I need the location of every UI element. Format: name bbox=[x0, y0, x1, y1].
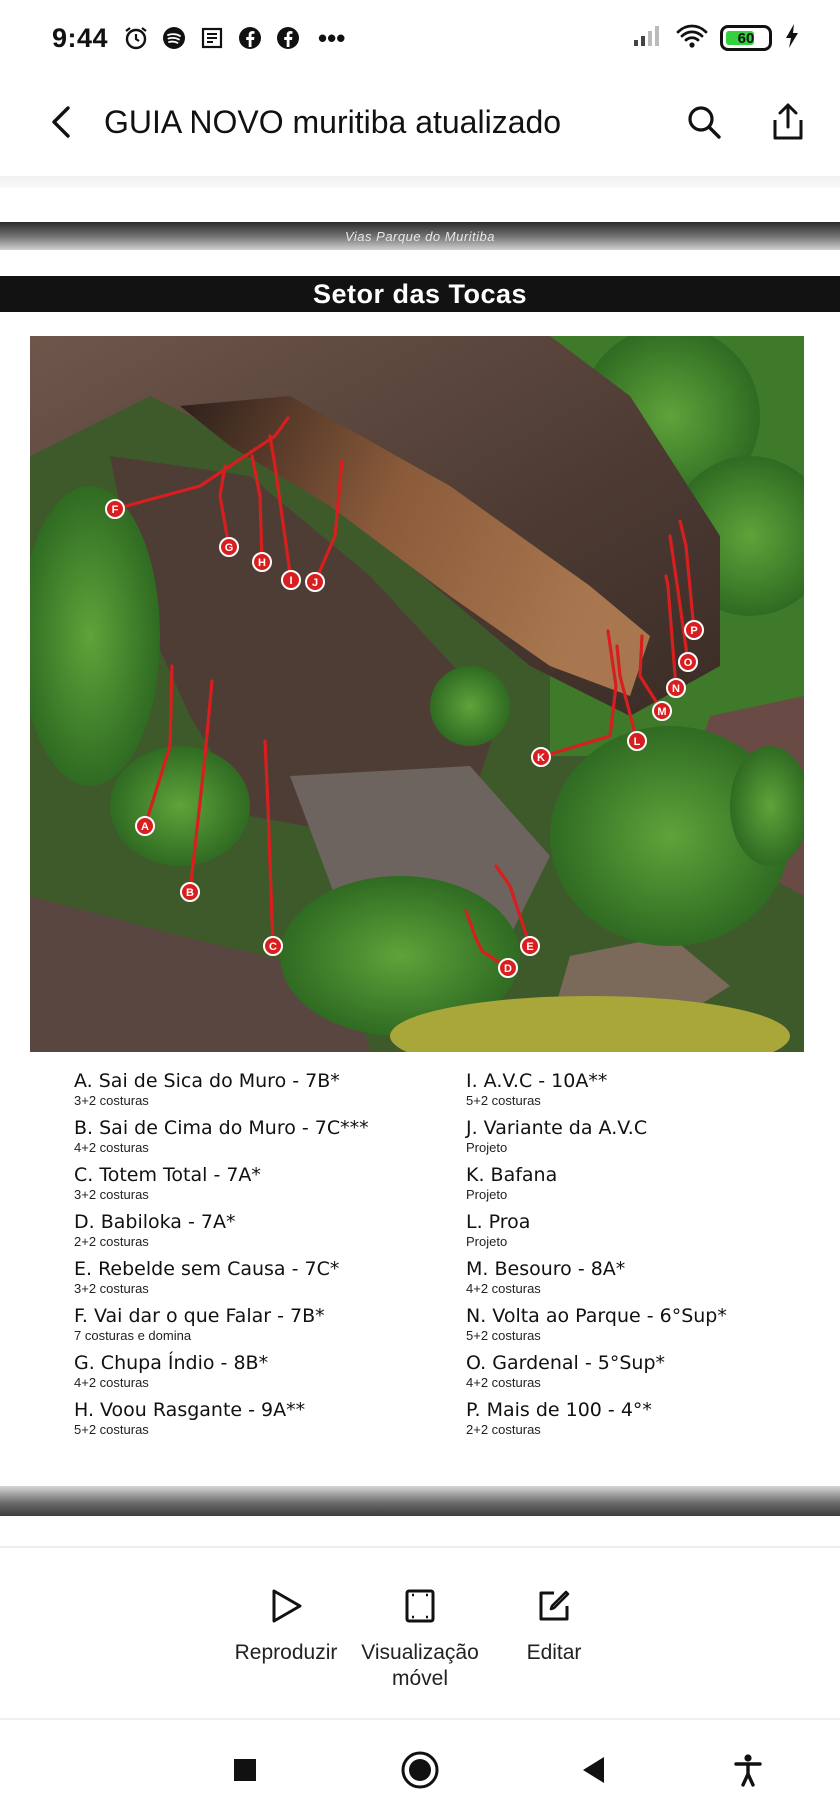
header-band bbox=[0, 222, 840, 250]
search-icon[interactable] bbox=[682, 100, 726, 144]
route-item bbox=[74, 1303, 466, 1350]
route-marker-label: A bbox=[141, 821, 149, 833]
route-name: P. Mais de 100 - 4°* bbox=[466, 1399, 652, 1421]
play-label: Reproduzir bbox=[234, 1641, 338, 1664]
route-marker-n bbox=[667, 679, 685, 697]
play-button[interactable] bbox=[221, 1548, 351, 1718]
route-item bbox=[466, 1162, 794, 1209]
route-bolts: 5+2 costuras bbox=[466, 1328, 541, 1343]
system-icons bbox=[632, 23, 800, 54]
route-marker-c bbox=[264, 937, 282, 955]
route-bolts: 5+2 costuras bbox=[466, 1093, 541, 1108]
route-marker-p bbox=[685, 621, 703, 639]
sector-title-bar bbox=[0, 276, 840, 312]
document-page[interactable] bbox=[0, 190, 840, 1520]
mobile-view-icon bbox=[398, 1584, 442, 1628]
route-marker-label: G bbox=[224, 542, 234, 554]
edit-button[interactable] bbox=[489, 1548, 619, 1718]
back-triangle-icon[interactable] bbox=[570, 1746, 618, 1794]
mobile-view-label: Visualização móvel bbox=[361, 1641, 479, 1690]
route-marker-j bbox=[306, 573, 324, 591]
news-icon bbox=[198, 24, 226, 52]
battery-level: 60 bbox=[737, 29, 755, 47]
edit-label: Editar bbox=[526, 1641, 582, 1664]
route-item bbox=[466, 1303, 794, 1350]
route-item bbox=[466, 1115, 794, 1162]
route-bolts: 3+2 costuras bbox=[74, 1187, 149, 1202]
route-name: C. Totem Total - 7A* bbox=[74, 1164, 261, 1186]
route-name: O. Gardenal - 5°Sup* bbox=[466, 1352, 666, 1374]
alarm-icon bbox=[122, 24, 150, 52]
mobile-view-button[interactable] bbox=[351, 1548, 489, 1718]
home-circle-icon[interactable] bbox=[396, 1746, 444, 1794]
app-actions bbox=[682, 100, 810, 144]
document-title: GUIA NOVO muritiba atualizado bbox=[104, 103, 562, 140]
route-bolts: 5+2 costuras bbox=[74, 1422, 149, 1437]
route-marker-m bbox=[653, 702, 671, 720]
route-bolts: 7 costuras e domina bbox=[74, 1328, 192, 1343]
route-marker-o bbox=[679, 653, 697, 671]
route-marker-label: I bbox=[289, 575, 293, 587]
wifi-icon bbox=[676, 23, 708, 54]
route-bolts: 2+2 costuras bbox=[466, 1422, 541, 1437]
route-marker-label: P bbox=[690, 625, 698, 637]
route-item bbox=[74, 1397, 466, 1444]
route-name: I. A.V.C - 10A** bbox=[466, 1070, 608, 1092]
route-item bbox=[74, 1162, 466, 1209]
route-name: B. Sai de Cima do Muro - 7C*** bbox=[74, 1117, 369, 1139]
route-marker-h bbox=[253, 553, 271, 571]
route-marker-label: O bbox=[683, 657, 693, 669]
charging-icon bbox=[784, 23, 800, 54]
route-marker-g bbox=[220, 538, 238, 556]
facebook-icon bbox=[274, 24, 302, 52]
route-name: M. Besouro - 8A* bbox=[466, 1258, 626, 1280]
route-item bbox=[466, 1209, 794, 1256]
route-bolts: Projeto bbox=[466, 1140, 508, 1155]
route-marker-e bbox=[521, 937, 539, 955]
app-bar bbox=[0, 76, 840, 168]
bottom-toolbar bbox=[0, 1548, 840, 1718]
route-item bbox=[74, 1209, 466, 1256]
route-bolts: 2+2 costuras bbox=[74, 1234, 149, 1249]
route-bolts: 4+2 costuras bbox=[74, 1140, 149, 1155]
header-band-text: Vias Parque do Muritiba bbox=[344, 228, 495, 244]
edit-icon bbox=[532, 1584, 576, 1628]
route-item bbox=[74, 1256, 466, 1303]
back-arrow-icon[interactable] bbox=[40, 100, 84, 144]
route-bolts: Projeto bbox=[466, 1234, 508, 1249]
route-item bbox=[466, 1350, 794, 1397]
route-item bbox=[466, 1068, 794, 1115]
route-bolts: Projeto bbox=[466, 1187, 508, 1202]
signal-icon bbox=[632, 24, 664, 53]
route-item bbox=[74, 1115, 466, 1162]
battery-icon bbox=[720, 25, 772, 51]
accessibility-icon[interactable] bbox=[724, 1746, 772, 1794]
play-icon bbox=[264, 1584, 308, 1628]
crag-photo bbox=[30, 336, 804, 1052]
route-marker-label: K bbox=[537, 752, 545, 764]
route-name: G. Chupa Índio - 8B* bbox=[74, 1352, 269, 1374]
route-marker-label: C bbox=[269, 941, 277, 953]
route-marker-label: F bbox=[111, 504, 119, 516]
route-name: H. Voou Rasgante - 9A** bbox=[74, 1399, 306, 1421]
route-marker-d bbox=[499, 959, 517, 977]
route-name: E. Rebelde sem Causa - 7C* bbox=[74, 1258, 340, 1280]
recents-square-icon[interactable] bbox=[221, 1746, 269, 1794]
route-item bbox=[74, 1350, 466, 1397]
route-marker-label: D bbox=[504, 963, 512, 975]
route-name: N. Volta ao Parque - 6°Sup* bbox=[466, 1305, 727, 1327]
route-bolts: 4+2 costuras bbox=[466, 1281, 541, 1296]
route-marker-label: B bbox=[186, 887, 194, 899]
route-marker-label: N bbox=[672, 683, 680, 695]
route-item bbox=[466, 1256, 794, 1303]
route-marker-k bbox=[532, 748, 550, 766]
route-marker-a bbox=[136, 817, 154, 835]
share-icon[interactable] bbox=[766, 100, 810, 144]
route-bolts: 3+2 costuras bbox=[74, 1093, 149, 1108]
status-time: 9:44 bbox=[52, 22, 109, 53]
spotify-icon bbox=[160, 24, 188, 52]
route-bolts: 4+2 costuras bbox=[74, 1375, 149, 1390]
sector-title: Setor das Tocas bbox=[312, 278, 528, 309]
route-name: D. Babiloka - 7A* bbox=[74, 1211, 236, 1233]
route-name: A. Sai de Sica do Muro - 7B* bbox=[74, 1070, 340, 1092]
route-item bbox=[74, 1068, 466, 1115]
route-marker-b bbox=[181, 883, 199, 901]
status-bar bbox=[0, 0, 840, 76]
route-marker-label: L bbox=[633, 736, 641, 748]
route-marker-label: M bbox=[657, 706, 667, 718]
system-nav-bar bbox=[0, 1720, 840, 1820]
route-marker-l bbox=[628, 732, 646, 750]
facebook-icon bbox=[236, 24, 264, 52]
route-bolts: 3+2 costuras bbox=[74, 1281, 149, 1296]
notification-icons bbox=[122, 23, 345, 54]
route-name: F. Vai dar o que Falar - 7B* bbox=[74, 1305, 325, 1327]
route-list bbox=[74, 1068, 794, 1444]
route-name: L. Proa bbox=[466, 1211, 531, 1233]
route-name: K. Bafana bbox=[466, 1164, 558, 1186]
route-marker-label: E bbox=[526, 941, 534, 953]
route-marker-label: H bbox=[258, 557, 266, 569]
more-dots-icon: ••• bbox=[318, 22, 346, 53]
footer-band bbox=[0, 1486, 840, 1516]
route-bolts: 4+2 costuras bbox=[466, 1375, 541, 1390]
route-marker-f bbox=[106, 500, 124, 518]
route-item bbox=[466, 1397, 794, 1444]
app-bar-divider bbox=[0, 176, 840, 188]
route-marker-i bbox=[282, 571, 300, 589]
route-marker-label: J bbox=[311, 577, 319, 589]
route-name: J. Variante da A.V.C bbox=[466, 1117, 648, 1139]
